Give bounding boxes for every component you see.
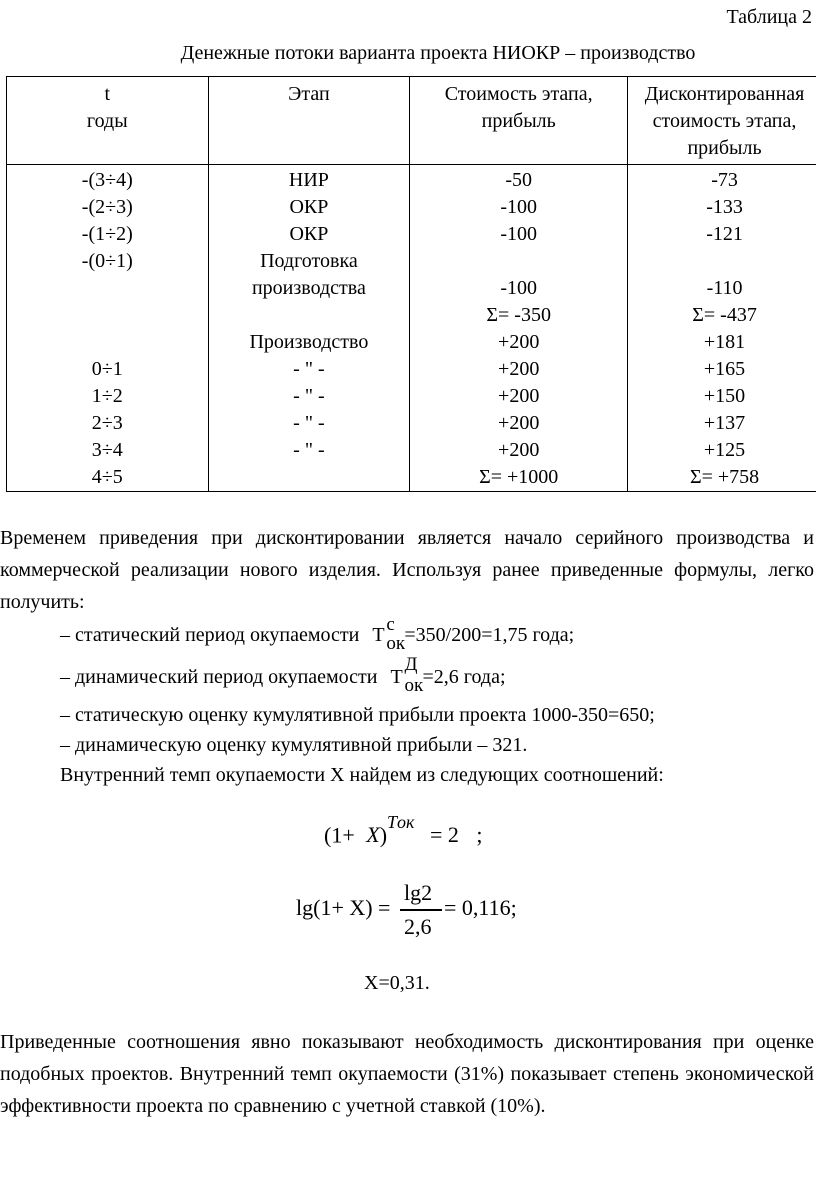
column-stage xyxy=(208,165,410,492)
cost-cell: -50 xyxy=(505,169,533,191)
symbol-t-dynamic xyxy=(390,654,425,696)
discounted-cell xyxy=(628,248,816,275)
stage-cell xyxy=(209,464,410,491)
column-discounted xyxy=(628,165,816,492)
stage-cell: - " - xyxy=(293,439,325,461)
formula-growth xyxy=(324,812,483,848)
discounted-cell: +137 xyxy=(703,412,746,434)
paragraph-intro: Временем приведения при дисконтировании является начало серийного производства и коммерческой реализации нового изделия. Используя ранее приведенные формулы, легко получить: xyxy=(0,527,814,613)
cost-cell: -100 xyxy=(500,196,538,218)
column-cost xyxy=(410,165,628,492)
formula-exponent: Tок xyxy=(387,812,415,832)
header-line: стоимость этапа, xyxy=(652,110,797,132)
header-line: Дисконтированная xyxy=(644,83,805,105)
years-cell: 1÷2 xyxy=(91,385,123,407)
table-caption: Денежные потоки варианта проекта НИОКР – производство xyxy=(180,42,696,64)
paragraph-conclusion: Приведенные соотношения явно показывают необходимость дисконтирования при оценке подобных проектов. Внутренний темп окупаемости (31%) показывает степень экономической эффективности проекта по сравнению с учетной ставкой (10%). xyxy=(0,1031,814,1117)
column-years xyxy=(7,165,209,492)
stage-cell: производства xyxy=(251,277,366,299)
bullet-dynamic-profit: – динамическую оценку кумулятивной прибыли – 321. xyxy=(60,734,528,756)
cost-cell: -100 xyxy=(500,223,538,245)
stage-cell xyxy=(209,302,410,329)
discounted-cell: +125 xyxy=(703,439,746,461)
years-cell: -(1÷2) xyxy=(81,223,133,245)
stage-cell: Подготовка xyxy=(260,250,358,272)
header-line: t xyxy=(104,83,111,105)
discounted-cell: -121 xyxy=(706,223,743,245)
bullet-static-profit: – статическую оценку кумулятивной прибыли проекта 1000-350=650; xyxy=(60,704,655,726)
discounted-cell: +181 xyxy=(703,331,746,353)
bullet-dynamic-text: – динамический период окупаемости xyxy=(60,666,378,688)
discounted-cell: -110 xyxy=(706,277,743,299)
discounted-cell: Σ= -437 xyxy=(692,304,757,326)
header-discounted xyxy=(628,77,816,165)
header-years xyxy=(7,77,209,165)
dynamic-payback-value: =2,6 года; xyxy=(422,666,506,688)
table-body-row xyxy=(7,165,816,492)
discounted-cell: -73 xyxy=(711,169,738,191)
formula-rhs: = 2 xyxy=(429,822,459,848)
years-cell xyxy=(7,302,208,329)
years-cell: 4÷5 xyxy=(91,466,123,488)
symbol-t-static xyxy=(372,614,406,654)
formula-close: ) xyxy=(379,822,388,848)
discounted-cell: Σ= +758 xyxy=(689,466,760,488)
symbol-t: Т xyxy=(390,666,403,688)
table-header-row xyxy=(7,77,816,165)
years-cell: 2÷3 xyxy=(91,412,123,434)
formula-end: ; xyxy=(476,822,483,848)
years-cell: -(0÷1) xyxy=(81,250,133,272)
cost-cell: +200 xyxy=(498,331,540,353)
header-line: прибыль xyxy=(687,137,762,159)
cost-cell: +200 xyxy=(498,412,540,434)
symbol-t: Т xyxy=(372,624,385,646)
cost-cell: +200 xyxy=(498,385,540,407)
years-cell xyxy=(7,329,208,356)
stage-cell: - " - xyxy=(293,412,325,434)
years-cell: -(3÷4) xyxy=(81,169,133,191)
header-stage xyxy=(208,77,410,165)
formula-open: (1+ xyxy=(324,822,355,848)
cost-cell: Σ= -350 xyxy=(486,304,551,326)
formula-log-lhs: lg(1+ X) = xyxy=(296,895,391,920)
stage-cell: - " - xyxy=(293,385,325,407)
cash-flow-table xyxy=(6,76,816,492)
formula-log-numerator: lg2 xyxy=(404,880,433,905)
superscript-c: с xyxy=(386,614,395,635)
intro-line: Внутренний темп окупаемости Х найдем из следующих соотношений: xyxy=(60,764,664,786)
formula-x: X xyxy=(366,822,380,848)
cost-cell: +200 xyxy=(498,439,540,461)
subscript-ok: ок xyxy=(386,633,406,654)
result-x: Х=0,31. xyxy=(364,972,430,994)
table-number: Таблица 2 xyxy=(726,6,812,28)
subscript-ok: ок xyxy=(404,675,424,696)
superscript-d: Д xyxy=(404,654,418,675)
discounted-cell: +165 xyxy=(703,358,746,380)
header-line: Стоимость этапа, xyxy=(444,83,593,105)
formula-log-denominator: 2,6 xyxy=(404,914,432,939)
discounted-cell: +150 xyxy=(703,385,746,407)
stage-cell: ОКР xyxy=(289,223,329,245)
fraction-bar xyxy=(400,909,442,911)
cost-cell xyxy=(410,248,627,275)
cost-cell: Σ= +1000 xyxy=(479,466,559,488)
static-payback-value: =350/200=1,75 года; xyxy=(404,624,575,646)
stage-cell: - " - xyxy=(293,358,325,380)
years-cell: 3÷4 xyxy=(91,439,123,461)
header-line: Этап xyxy=(288,83,330,105)
discounted-cell: -133 xyxy=(706,196,743,218)
years-cell xyxy=(7,275,208,302)
header-line: годы xyxy=(86,110,128,132)
cost-cell: -100 xyxy=(500,277,538,299)
bullet-static-text: – статический период окупаемости xyxy=(60,624,360,646)
stage-cell: Производство xyxy=(249,331,369,353)
header-cost xyxy=(410,77,628,165)
years-cell: 0÷1 xyxy=(91,358,123,380)
header-line: прибыль xyxy=(481,110,556,132)
formula-log-rhs: = 0,116; xyxy=(444,895,517,920)
cost-cell: +200 xyxy=(498,358,540,380)
years-cell: -(2÷3) xyxy=(81,196,133,218)
bullet-static-payback xyxy=(60,614,575,654)
bullet-dynamic-payback xyxy=(60,654,506,696)
stage-cell: НИР xyxy=(288,169,329,191)
stage-cell: ОКР xyxy=(289,196,329,218)
